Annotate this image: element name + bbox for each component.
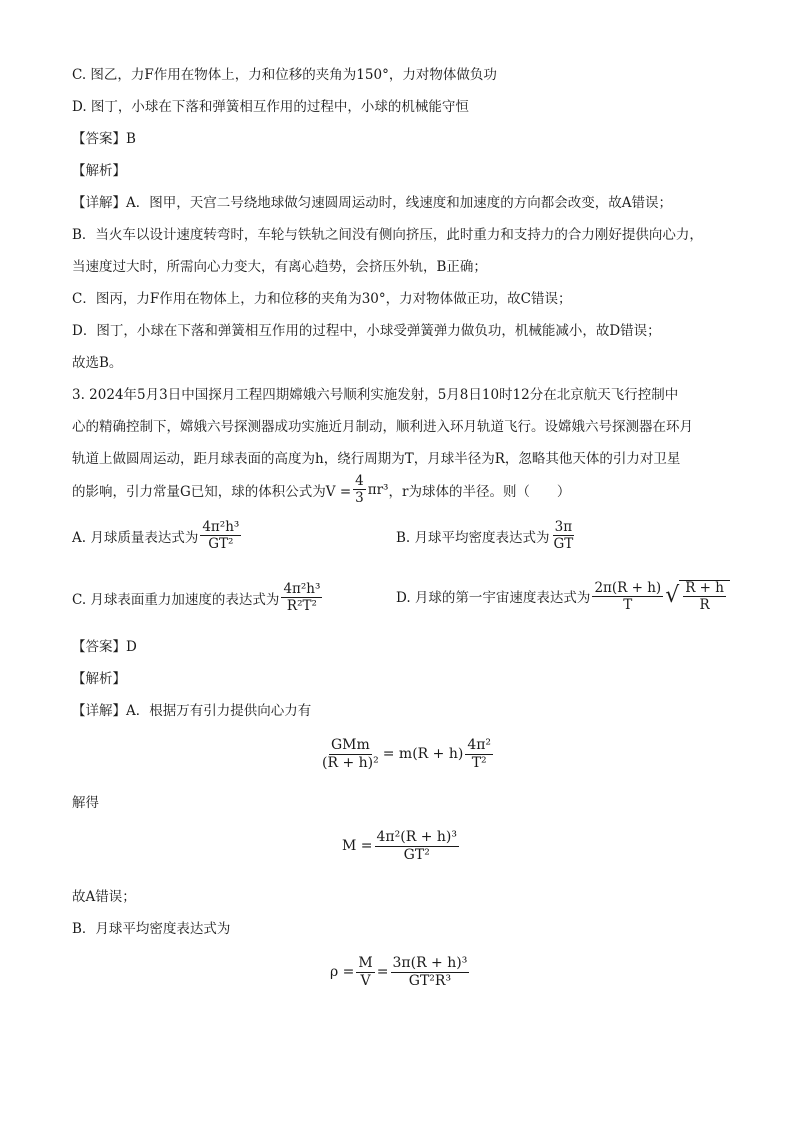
option-d: [396, 580, 730, 612]
detail-1-b-line1: B．当火车以设计速度转弯时，车轮与铁轨之间没有侧向挤压，此时重力和支持力的合力刚好提供向心力，: [72, 227, 703, 243]
solution-label: 解得: [72, 795, 99, 811]
analysis-label-1: 【解析】: [72, 163, 126, 179]
option-d-sqrt-denominator: R: [699, 597, 710, 614]
eq1-left-denominator: (R + h)²: [322, 754, 379, 771]
a-wrong-conclusion: 故A错误；: [72, 889, 136, 905]
option-d-fraction: [592, 581, 663, 612]
eq3-first-denominator: V: [360, 972, 371, 989]
volume-denominator: 3: [355, 490, 364, 507]
option-c-denominator: R²T²: [286, 598, 317, 615]
eq2-denominator: GT²: [403, 846, 430, 863]
option-c-previous: C. 图乙，力F作用在物体上，力和位移的夹角为150°，力对物体做负功: [72, 67, 497, 83]
question-3-line4: [72, 474, 570, 505]
eq1-middle: = m(R + h): [382, 746, 464, 763]
option-a-fraction: [200, 520, 241, 551]
option-a: [72, 520, 243, 551]
question-3-line4-end: ，r为球体的半径。则（ ）: [388, 483, 571, 500]
question-3-line2: 心的精确控制下，嫦娥六号探测器成功实施近月制动，顺利进入环月轨道飞行。设嫦娥六号探测器在环月: [72, 419, 693, 435]
eq2-numerator: 4π²(R + h)³: [376, 829, 457, 845]
option-b-denominator: GT: [553, 536, 574, 553]
question-3-line4-start: 的影响，引力常量G已知，球的体积公式为V =: [72, 483, 352, 500]
option-d-previous: D. 图丁，小球在下落和弹簧相互作用的过程中，小球的机械能守恒: [72, 99, 469, 115]
question-3-line3: 轨道上做圆周运动，距月球表面的高度为h，绕行周期为T，月球半径为R，忽略其他天体的引力对卫星: [72, 451, 681, 467]
eq3-lhs: ρ =: [330, 964, 355, 981]
option-a-denominator: GT²: [208, 536, 234, 553]
eq3-second-numerator: 3π(R + h)³: [392, 955, 468, 971]
question-3-line1: 3. 2024年5月3日中国探月工程四期嫦娥六号顺利实施发射，5月8日10时12分在北京航天飞行控制中: [72, 387, 679, 403]
detail-1-a: 【详解】A．图甲，天宫二号绕地球做匀速圆周运动时，线速度和加速度的方向都会改变，故A错误；: [72, 195, 672, 211]
option-c: [72, 582, 324, 613]
option-d-sqrt-fraction: [683, 581, 726, 612]
option-c-numerator: 4π²h³: [283, 581, 321, 597]
option-b-numerator: 3π: [554, 519, 573, 535]
detail-1-conclusion: 故选B。: [72, 355, 123, 371]
volume-fraction: [353, 474, 366, 505]
equation-gravity: [318, 738, 495, 770]
option-d-denominator: T: [623, 596, 633, 613]
eq3-second-denominator: GT²R³: [408, 972, 452, 989]
detail-2-b: B．月球平均密度表达式为: [72, 921, 231, 937]
eq3-second-fraction: [391, 956, 470, 988]
eq1-right-fraction: [465, 738, 493, 770]
eq1-right-numerator: 4π²: [467, 737, 492, 753]
detail-2-a: 【详解】A．根据万有引力提供向心力有: [72, 703, 312, 719]
volume-numerator: 4: [355, 473, 364, 489]
option-d-numerator: 2π(R + h): [594, 579, 662, 596]
eq1-right-denominator: T²: [471, 754, 487, 771]
eq1-left-numerator: GMm: [330, 737, 370, 753]
detail-1-d: D．图丁，小球在下落和弹簧相互作用的过程中，小球受弹簧弹力做负功，机械能减小，故D错误；: [72, 323, 661, 339]
option-a-text: A. 月球质量表达式为: [72, 529, 199, 546]
option-b-fraction: [552, 520, 576, 551]
eq1-left-fraction: [320, 738, 381, 770]
eq3-first-numerator: M: [358, 955, 373, 971]
option-d-sqrt-numerator: R + h: [685, 580, 724, 596]
detail-1-b-line2: 当速度过大时，所需向心力变大，有离心趋势，会挤压外轨，B正确；: [72, 259, 487, 275]
option-c-text: C. 月球表面重力加速度的表达式为: [72, 591, 280, 608]
option-d-sqrt: [665, 580, 730, 612]
eq2-lhs: M =: [342, 838, 373, 855]
eq3-first-fraction: [356, 956, 374, 988]
option-b: [396, 520, 577, 551]
answer-label-1: 【答案】B: [72, 131, 136, 147]
equation-mass: [342, 830, 461, 862]
analysis-label-2: 【解析】: [72, 671, 126, 687]
option-d-text: D. 月球的第一宇宙速度表达式为: [396, 590, 591, 607]
eq2-fraction: [375, 830, 459, 862]
volume-tail: πr³: [367, 481, 389, 498]
option-c-fraction: [281, 582, 322, 613]
answer-label-2: 【答案】D: [72, 639, 137, 655]
eq3-equals: =: [376, 964, 389, 981]
equation-density: [330, 956, 471, 988]
sqrt-symbol: √: [665, 583, 680, 609]
detail-1-c: C．图丙，力F作用在物体上，力和位移的夹角为30°，力对物体做正功，故C错误；: [72, 291, 572, 307]
option-b-text: B. 月球平均密度表达式为: [396, 529, 550, 546]
option-a-numerator: 4π²h³: [202, 519, 240, 535]
